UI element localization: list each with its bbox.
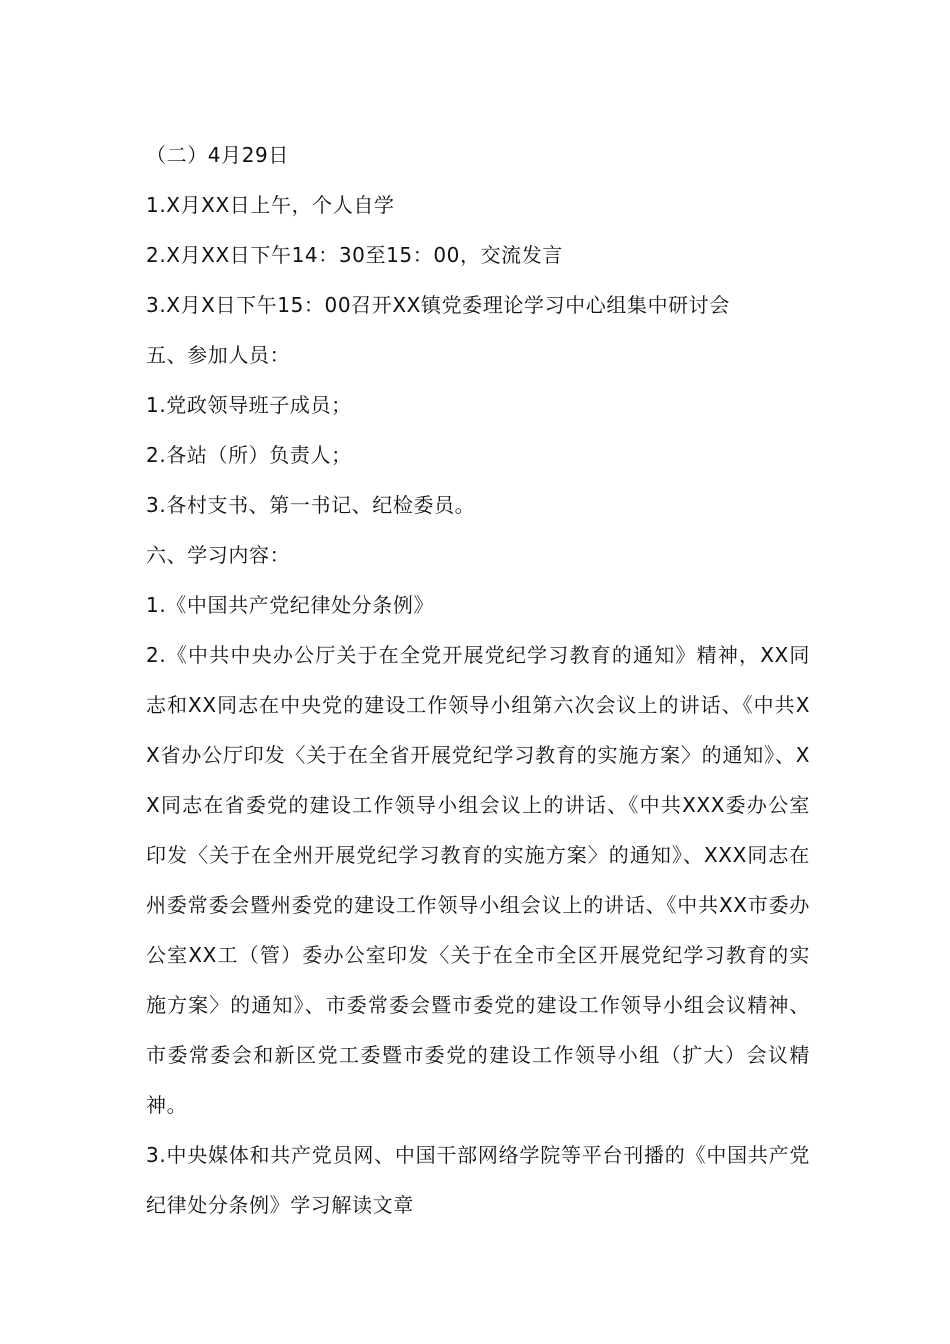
study-item-1: 1.《中国共产党纪律处分条例》 xyxy=(146,593,435,617)
schedule-item-3: 3.X月X日下午15：00召开XX镇党委理论学习中心组集中研讨会 xyxy=(146,293,730,317)
study-item-3: 3.中央媒体和共产党员网、中国干部网络学院等平台刊播的《中国共产党纪律处分条例》学习解读文章 xyxy=(146,1143,810,1217)
document-body xyxy=(146,130,810,1230)
schedule-item-1: 1.X月XX日上午，个人自学 xyxy=(146,193,395,217)
study-item-2: 2.《中共中央办公厅关于在全党开展党纪学习教育的通知》精神，XX同志和XX同志在中央党的建设工作领导小组第六次会议上的讲话、《中共XX省办公厅印发〈关于在全省开展党纪学习教育的实施方案〉的通知》、XX同志在省委党的建设工作领导小组会议上的讲话、《中共XXX委办公室印发〈关于在全州开展党纪学习教育的实施方案〉的通知》、XXX同志在州委常委会暨州委党的建设工作领导小组会议上的讲话、《中共XX市委办公室XX工（管）委办公室印发〈关于在全市全区开展党纪学习教育的实施方案〉的通知》、市委常委会暨市委党的建设工作领导小组会议精神、市委常委会和新区党工委暨市委党的建设工作领导小组（扩大）会议精神。 xyxy=(146,643,810,1117)
participant-item-3: 3.各村支书、第一书记、纪检委员。 xyxy=(146,493,476,517)
schedule-item-2: 2.X月XX日下午14：30至15：00，交流发言 xyxy=(146,243,563,267)
section-heading-participants: 五、参加人员： xyxy=(146,343,291,367)
participant-item-2: 2.各站（所）负责人； xyxy=(146,443,352,467)
participant-item-1: 1.党政领导班子成员； xyxy=(146,393,352,417)
subsection-heading-date: （二）4月29日 xyxy=(146,143,289,167)
section-heading-study-content: 六、学习内容： xyxy=(146,543,291,567)
